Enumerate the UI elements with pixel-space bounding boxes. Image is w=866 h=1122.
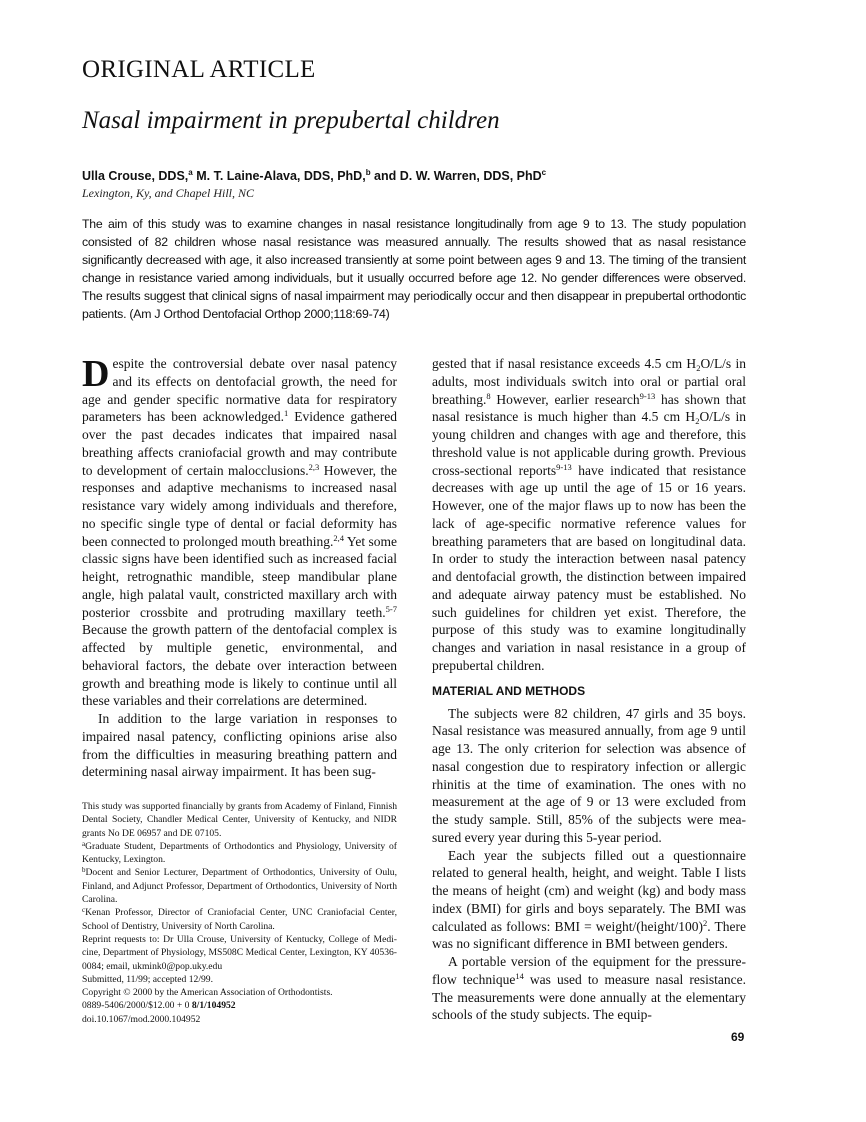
footnote-item: $^a$Graduate Student, Departments of Orthodontics and Physiology, University of Kentucky, Lexington. xyxy=(82,839,397,866)
subscript: 2 xyxy=(696,363,701,373)
paragraph-text: espite the controversial debate over nasal patency and its effects on dentofacial growth, the need for age and gender specific normative data for respiratory parameters has been acknowledged.$^1$ Evidence gathered over the past decades indicates that impaired nasal breathing affects craniofacial growth and may contribute to development of certain malocclusions.$^{2,3}$ However, the responses and adaptive mechanisms to increased nasal resistance vary widely among individuals and therefore, no specific single type of dental or facial deformity has been connected to prolonged mouth breathing.$^{2,4}$ Yet some classic signs have been identified such as increased facial height, retrognathic mandible, steep mandibular plane angle, high palatal vault, constricted maxillary arch with posterior crossbite and protruding maxillary teeth.$^{5-7}$ Because the growth pattern of the dentofacial complex is affected by multiple genetic, environmental, and behavioral factors, the debate over interaction between growth and breathing mode is likely to continue until all these variables and their correlations are determined. xyxy=(82,356,398,709)
page-number: 69 xyxy=(731,1030,745,1044)
author-list: Ulla Crouse, DDS,$^a$ M. T. Laine-Alava, DDS, PhD,$^b$ and D. W. Warren, DDS, PhD$^c$ xyxy=(82,168,547,184)
superscript-reference: 2,3 xyxy=(308,461,320,472)
superscript-reference: b xyxy=(82,866,86,875)
footnote-item: $^c$Kenan Professor, Director of Craniofacial Center, UNC Craniofacial Center, School of Dentistry, University of North Carolina. xyxy=(82,906,397,932)
body-column-left xyxy=(82,355,397,781)
footnote-item: Copyright © 2000 by the American Association of Orthodontists. xyxy=(82,987,333,999)
article-title: Nasal impairment in prepubertal children xyxy=(82,107,500,134)
superscript-reference: b xyxy=(365,168,371,177)
superscript-reference: 14 xyxy=(515,970,524,981)
superscript-reference: a xyxy=(188,168,193,177)
footnote-item: doi.10.1067/mod.2000.104952 xyxy=(82,1013,201,1025)
footnote-item: $^b$Docent and Senior Lecturer, Department of Orthodontics, University of Oulu, Finland, and Adjunct Professor, Department of Orthodontics, University of North Carolina. xyxy=(82,866,397,906)
superscript-reference: 2,4 xyxy=(333,532,345,543)
superscript-reference: 9-13 xyxy=(556,461,572,472)
footnote-item: Reprint requests to: Dr Ulla Crouse, University of Kentucky, College of Medicine, Department of Physiology, MS508C Medical Center, Lexington, KY 40536-0084; email, ukmink0@pop.uky.edu xyxy=(82,933,397,972)
superscript-reference: 9-13 xyxy=(639,390,656,401)
methods-paragraph-1: The subjects were 82 children, 47 girls and 35 boys. Nasal resistance was measured annually, from age 9 until age 13. The only criterion for selection was absence of nasal congestion due to respiratory infection or allergic rhinitis at the time of examination. The ones with no measurement at the age of 9 or 13 were excluded from the study sample. Still, 85% of the subjects were measured every year during this 5-year period. xyxy=(432,705,746,845)
footnote-item: This study was supported financially by grants from Academy of Finland, Finnish Dental Society, Chandler Medical Center, University of Kentucky, and NIDR grants No DE 06957 and DE 07105. xyxy=(82,801,397,839)
footnote-item: Submitted, 11/99; accepted 12/99. xyxy=(82,973,214,985)
body-column-right xyxy=(432,355,746,1024)
superscript-reference: a xyxy=(82,839,86,848)
intro-paragraph-2: In addition to the large variation in responses to impaired nasal patency, conflicting opinions arise also from the difficulties in measuring breathing pattern and determining nasal airway impairment. It has been sug- xyxy=(82,711,397,780)
bold-text: 8/1/104952 xyxy=(191,1000,236,1012)
superscript-reference: 1 xyxy=(284,408,289,419)
superscript-reference: c xyxy=(541,168,547,177)
superscript-reference: c xyxy=(82,906,86,915)
superscript-reference: 5-7 xyxy=(385,603,397,614)
drop-cap: D xyxy=(82,353,110,395)
footnote-item: 0889-5406/2000/$12.00 + 0 8/1/104952 xyxy=(82,1000,236,1012)
footnotes xyxy=(82,800,397,1026)
intro-paragraph-continued: gested that if nasal resistance exceeds 4.5 cm $H_2O/L/s$ in adults, most individuals switch into oral or partial oral breathing.$^8$ However, earlier research$^{9-13}$ has shown that nasal resistance is much higher than 4.5 cm $H_2O/L/s$ in young children and changes with age and therefore, this threshold value is not applicable during growth. Previous cross-sectional reports$^{9-13}$ have indicated that resistance decreases with age up until the age of 15 or 16 years. However, one of the major flaws up to now has been the lack of age-specific normative reference values for breathing parameters that are based on longitudinal data. In order to study the interaction between nasal patency and dentofacial growth, the distinction between impaired and adequate airway patency must be established. No such guidelines for children yet exist. Therefore, the purpose of this study was to examine longitudinally changes and variation in nasal resistance in a group of prepubertal children. xyxy=(432,356,746,673)
superscript-reference: 8 xyxy=(486,390,491,401)
methods-paragraph-2: Each year the subjects filled out a questionnaire related to general health, height, and weight. Table I lists the means of height (cm) and weight (kg) and body mass index (BMI) for girls and boys separately. The BMI was calculated as follows: BMI = weight/(height/100)$^2$. There was no significant difference in BMI between genders. xyxy=(432,847,747,952)
abstract: The aim of this study was to examine changes in nasal resistance longitudinally from age 9 to 13. The study population consisted of 82 children whose nasal resistance was measured annually. The results showed that as nasal resistance significantly decreased with age, it also increased transiently at some point between ages 9 and 13. The timing of the transient change in resistance varied among individuals, but it usually occurred before age 12. No gender differences were observed. The results suggest that clinical signs of nasal impairment may periodically occur and then disappear in prepubertal orthodontic patients. (Am J Orthod Dentofacial Orthop 2000;118:69-74) xyxy=(82,217,746,321)
subscript: 2 xyxy=(695,416,700,427)
methods-paragraph-3: A portable version of the equipment for the pressure-flow technique$^{14}$ was used to measure nasal resistance. The measurements were done annually at the elementary schools of the study subjects. The equip- xyxy=(432,954,746,1023)
author-location: Lexington, Ky, and Chapel Hill, NC xyxy=(82,186,255,200)
section-heading-methods: MATERIAL AND METHODS xyxy=(432,683,586,698)
intro-paragraph-1 xyxy=(82,355,397,710)
superscript-reference: 2 xyxy=(703,917,708,928)
article-type-kicker: ORIGINAL ARTICLE xyxy=(82,56,316,83)
